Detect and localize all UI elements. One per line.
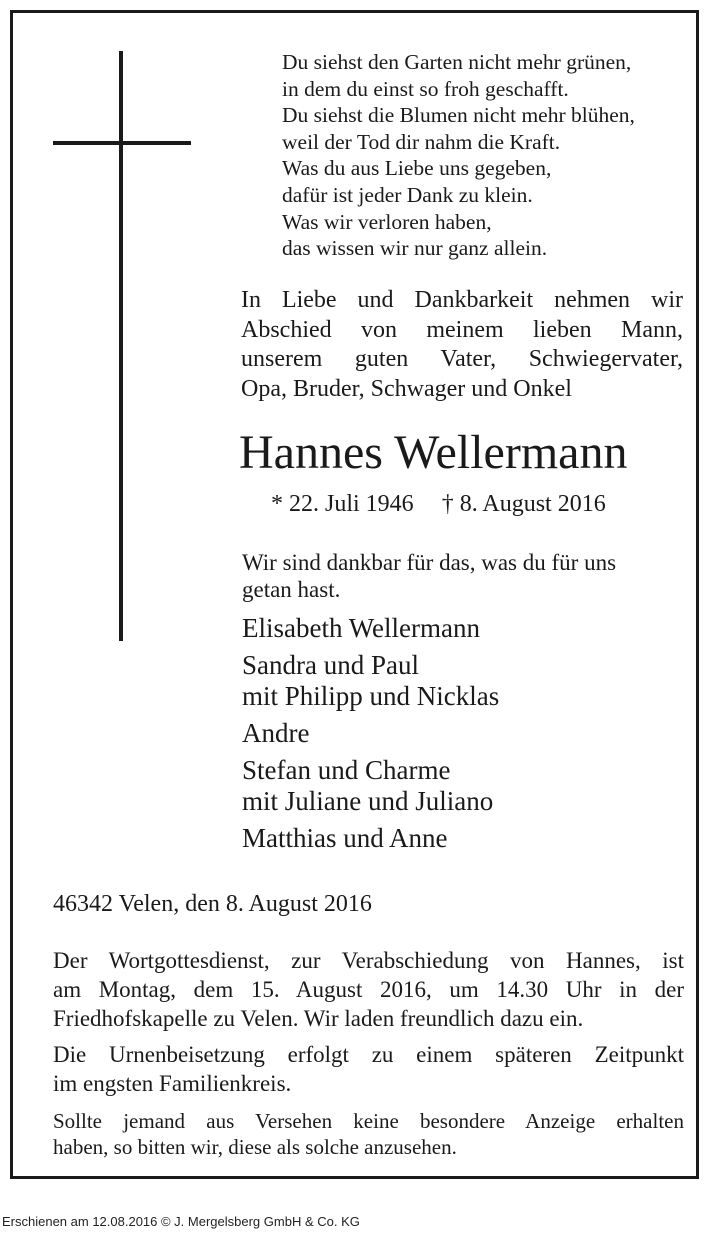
poem-line: Du siehst den Garten nicht mehr grünen, <box>282 50 632 74</box>
mourner-group <box>242 718 692 749</box>
mourner-line: Stefan und Charme <box>242 755 451 785</box>
thanks-line: getan hast. <box>242 576 341 602</box>
place-date: 46342 Velen, den 8. August 2016 <box>53 891 372 917</box>
death-date: † 8. August 2016 <box>441 491 606 517</box>
poem-line: in dem du einst so froh geschafft. <box>282 76 569 101</box>
intro-line: Abschied von meinem lieben Mann, <box>241 316 683 343</box>
intro-line: Opa, Bruder, Schwager und Onkel <box>241 375 572 402</box>
mourner-line: Sandra und Paul <box>242 650 419 680</box>
notice-line: Sollte jemand aus Versehen keine besondere Anzeige erhalten <box>53 1109 684 1133</box>
mourner-line: Elisabeth Wellermann <box>242 613 481 643</box>
notice-line: haben, so bitten wir, diese als solche anzusehen. <box>53 1135 457 1159</box>
mourner-line: Andre <box>242 718 310 748</box>
intro-text <box>241 286 683 404</box>
birth-date: * 22. Juli 1946 <box>271 491 414 517</box>
poem-line: weil der Tod dir nahm die Kraft. <box>282 129 561 154</box>
thanks-line: Wir sind dankbar für das, was du für uns <box>242 550 617 575</box>
poem-line: Was wir verloren haben, <box>282 209 492 234</box>
poem <box>282 49 692 262</box>
mourner-group <box>242 755 692 817</box>
mourner-group <box>242 823 692 854</box>
mourner-group <box>242 650 692 712</box>
obituary-frame <box>10 10 699 1179</box>
mourners-list <box>242 613 692 860</box>
service-line: Friedhofskapelle zu Velen. Wir laden freundlich dazu ein. <box>53 1006 584 1031</box>
intro-line: unserem guten Vater, Schwiegervater, <box>241 346 683 372</box>
burial-info <box>53 1040 684 1098</box>
mourner-line: mit Philipp und Nicklas <box>242 681 500 711</box>
poem-line: das wissen wir nur ganz allein. <box>282 236 548 261</box>
intro-line: In Liebe und Dankbarkeit nehmen wir <box>241 287 683 313</box>
publication-footer: Erschienen am 12.08.2016 © J. Mergelsberg GmbH & Co. KG <box>2 1214 360 1229</box>
service-line: am Montag, dem 15. August 2016, um 14.30 Uhr in der <box>53 977 684 1002</box>
thanks-text <box>242 550 692 603</box>
deceased-name: Hannes Wellermann <box>239 426 628 479</box>
cross-icon <box>119 51 123 641</box>
burial-line: Die Urnenbeisetzung erfolgt zu einem späteren Zeitpunkt <box>53 1042 684 1067</box>
life-dates <box>271 489 691 519</box>
mourner-line: mit Juliane und Juliano <box>242 786 494 816</box>
notice-info <box>53 1108 684 1160</box>
service-info <box>53 946 684 1033</box>
poem-line: Was du aus Liebe uns gegeben, <box>282 156 552 181</box>
service-line: Der Wortgottesdienst, zur Verabschiedung von Hannes, ist <box>53 948 684 973</box>
mourner-line: Matthias und Anne <box>242 823 448 853</box>
poem-line: Du siehst die Blumen nicht mehr blühen, <box>282 103 635 128</box>
mourner-group <box>242 613 692 644</box>
burial-line: im engsten Familienkreis. <box>53 1071 292 1096</box>
poem-line: dafür ist jeder Dank zu klein. <box>282 182 533 207</box>
cross-icon-bar <box>53 141 191 145</box>
